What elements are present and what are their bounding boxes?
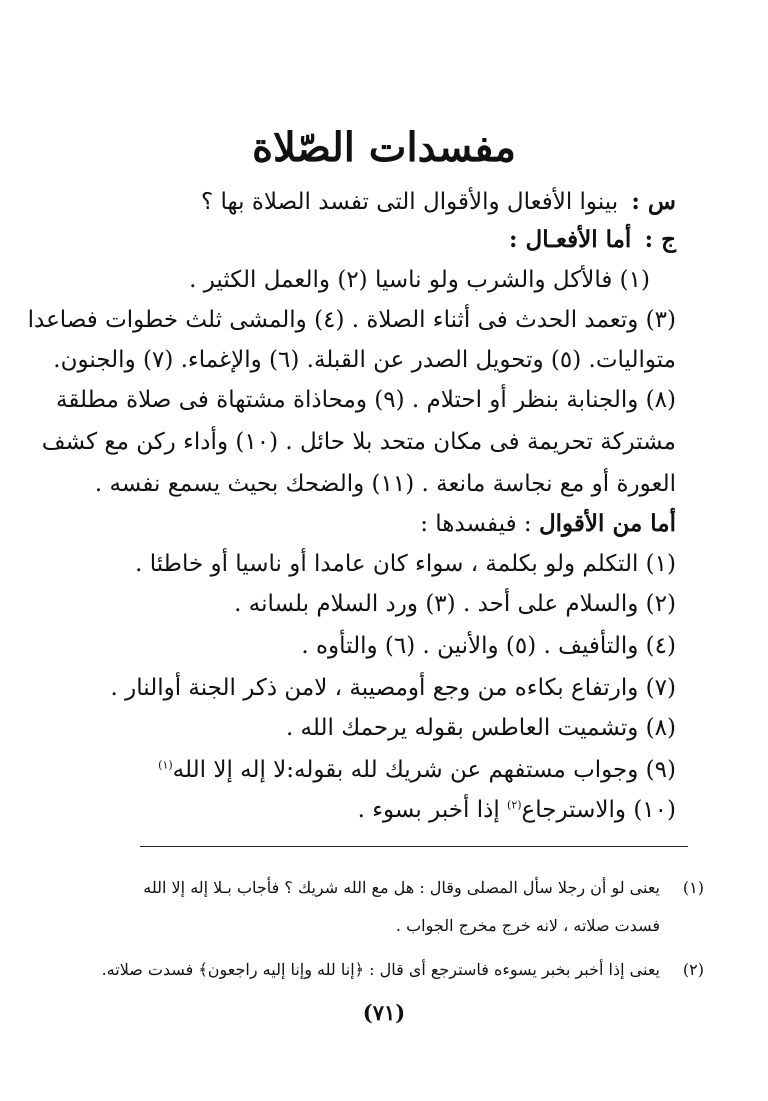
footnote-ref-1: (١) (158, 758, 173, 772)
actions-heading: أما الأفعـال : (509, 226, 632, 253)
sayings-item-10-end: إذا أخبر بسوء . (357, 797, 508, 823)
footnote-divider (140, 846, 688, 847)
sayings-item-9: (٩) وجواب مستفهم عن شريك لله بقوله:لا إله إلا الله (172, 757, 676, 783)
sayings-line-1: (١) التكلم ولو بكلمة ، سواء كان عامدا أو ناسيا أو خاطئا . (135, 551, 676, 577)
footnote-ref-2: (٢) (507, 798, 522, 812)
question-line (201, 184, 676, 220)
footnote-1-continuation: فسدت صلاته ، لانه خرج مخرج الجواب . (395, 916, 660, 935)
answer-line (509, 222, 676, 258)
sayings-heading-line (420, 506, 676, 542)
page-title: مفسدات الصّلاة (252, 124, 516, 171)
sayings-item-10-start: (١٠) والاسترجاع (521, 797, 676, 823)
question-label: س : (631, 188, 676, 215)
question-text: بينوا الأفعال والأقوال التى تفسد الصلاة بها ؟ (200, 189, 619, 215)
footnote-1 (108, 876, 704, 900)
footnote-2-text: يعنى إذا أخبر بخبر يسوءه فاسترجع أى قال : ﴿إنا لله وإنا إليه راجعون﴾ فسدت صلاته. (101, 960, 660, 979)
actions-line-3: متواليات. (٥) وتحويل الصدر عن القبلة. (٦) والإغماء. (٧) والجنون. (53, 347, 676, 373)
actions-line-4: (٨) والجنابة بنظر أو احتلام . (٩) ومحاذاة مشتهاة فى صلاة مطلقة (56, 387, 676, 413)
sayings-heading: أما من الأقوال (538, 510, 676, 537)
sayings-line-3: (٤) والتأفيف . (٥) والأنين . (٦) والتأوه . (301, 633, 676, 659)
actions-line-2: (٣) وتعمد الحدث فى أثناء الصلاة . (٤) والمشى ثلث خطوات فصاعدا (27, 307, 676, 333)
actions-line-6: العورة أو مع نجاسة مانعة . (١١) والضحك بحيث يسمع نفسه . (94, 471, 676, 497)
footnote-1-number: (١) (682, 878, 704, 897)
sayings-line-5: (٨) وتشميت العاطس بقوله يرحمك الله . (285, 715, 676, 741)
footnote-2 (101, 958, 704, 982)
sayings-line-6 (158, 752, 676, 788)
footnote-2-number: (٢) (682, 960, 704, 979)
sayings-line-7 (358, 792, 676, 828)
actions-line-1: (١) فالأكل والشرب ولو ناسيا (٢) والعمل الكثير . (189, 267, 650, 293)
sayings-heading-suffix: : فيفسدها : (420, 511, 532, 537)
sayings-line-2: (٢) والسلام على أحد . (٣) ورد السلام بلسانه . (234, 591, 676, 617)
footnote-1-text: يعنى لو أن رجلا سأل المصلى وقال : هل مع الله شريك ؟ فأجاب بـلا إله إلا الله (143, 878, 660, 897)
page-number: (٧١) (362, 1000, 406, 1025)
answer-label: ج : (644, 226, 676, 253)
actions-line-5: مشتركة تحريمة فى مكان متحد بلا حائل . (١٠) وأداء ركن مع كشف (41, 429, 676, 455)
sayings-line-4: (٧) وارتفاع بكاءه من وجع أومصيبة ، لامن ذكر الجنة أوالنار . (110, 675, 676, 701)
